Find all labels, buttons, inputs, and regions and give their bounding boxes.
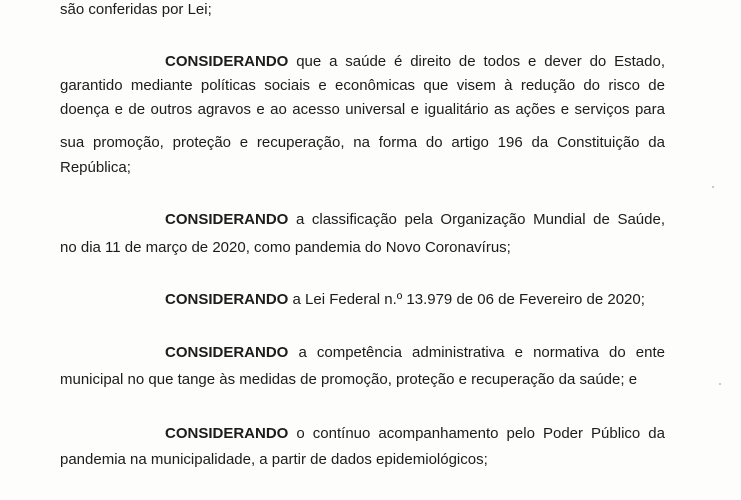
intro-tail-text: são conferidas por Lei; (60, 1, 212, 18)
paragraph-4-first-line (165, 343, 665, 363)
intro-tail-line (60, 0, 665, 20)
paragraph-2-line-2: no dia 11 de março de 2020, como pandemia do Novo Coronavírus; (60, 239, 511, 256)
considerando-keyword: CONSIDERANDO (165, 344, 289, 361)
paragraph-4-line-2: municipal no que tange às medidas de promoção, proteção e recuperação da saúde; e (60, 371, 638, 388)
paragraph-1-line-3: doença e de outros agravos e ao acesso universal e igualitário as ações e serviços para (60, 101, 665, 118)
paragraph-5-first-line (165, 424, 665, 444)
paragraph-5-line-2: pandemia na municipalidade, a partir de dados epidemiológicos; (60, 451, 488, 468)
paragraph-1-first-line-text: que a saúde é direito de todos e dever do Estado, (296, 53, 665, 70)
paragraph-3-first-line-text: a Lei Federal n.º 13.979 de 06 de Fevereiro de 2020; (292, 291, 645, 308)
paragraph-1-line-2: garantido mediante políticas sociais e econômicas que visem à redução do risco de (60, 77, 665, 94)
considerando-keyword: CONSIDERANDO (165, 425, 289, 442)
paragraph-1-first-line (165, 52, 665, 72)
considerando-keyword: CONSIDERANDO (165, 291, 289, 308)
paragraph-1-line-5: República; (60, 159, 131, 176)
considerando-keyword: CONSIDERANDO (165, 211, 289, 228)
paragraph-2-first-line-text: a classificação pela Organização Mundial de Saúde, (295, 211, 666, 228)
considerando-keyword: CONSIDERANDO (165, 53, 289, 70)
paragraph-2-first-line (165, 210, 665, 230)
paragraph-3-first-line (165, 290, 665, 310)
scan-speck (712, 186, 714, 188)
scan-speck (719, 383, 721, 385)
paragraph-1-line-4: sua promoção, proteção e recuperação, na forma do artigo 196 da Constituição da (60, 134, 665, 151)
paragraph-4-first-line-text: a competência administrativa e normativa do ente (298, 344, 665, 361)
paragraph-5-first-line-text: o contínuo acompanhamento pelo Poder Público da (296, 425, 665, 442)
